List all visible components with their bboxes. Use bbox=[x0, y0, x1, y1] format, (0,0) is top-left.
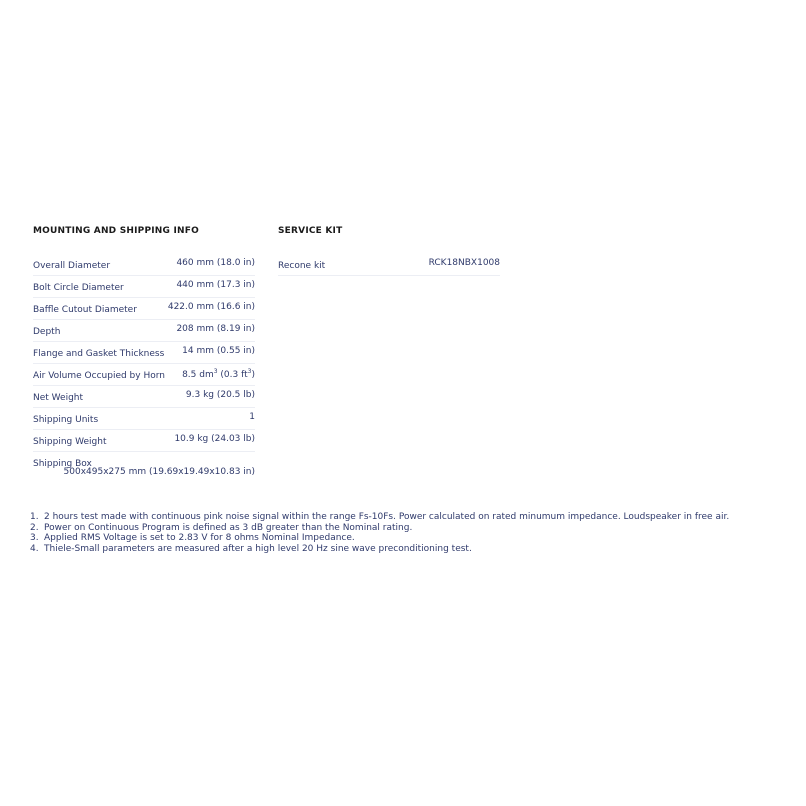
spec-row-baffle-cutout-diameter bbox=[33, 298, 255, 320]
spec-label: Baffle Cutout Diameter bbox=[33, 305, 137, 315]
spec-row-flange-gasket-thickness bbox=[33, 342, 255, 364]
spec-label: Depth bbox=[33, 327, 61, 337]
footnote-item: 3. Applied RMS Voltage is set to 2.83 V for 8 ohms Nominal Impedance. bbox=[30, 533, 355, 543]
footnotes-list bbox=[30, 512, 729, 554]
footnote-item: 1. 2 hours test made with continuous pink noise signal within the range Fs-10Fs. Power calculated on rated minumum impedance. Loudspeaker in free air. bbox=[30, 512, 730, 522]
footnote-item: 2. Power on Continuous Program is defined as 3 dB greater than the Nominal rating. bbox=[30, 522, 413, 533]
spec-label: Shipping Box bbox=[33, 459, 92, 469]
spec-value: 440 mm (17.3 in) bbox=[176, 280, 255, 290]
service-kit-title: SERVICE KIT bbox=[278, 226, 343, 236]
spec-value: 500x495x275 mm (19.69x19.49x10.83 in) bbox=[63, 467, 255, 477]
spec-label: Shipping Units bbox=[33, 415, 99, 425]
spec-label: Bolt Circle Diameter bbox=[33, 283, 124, 293]
kit-row-recone-kit bbox=[278, 254, 500, 276]
spec-value: 10.9 kg (24.03 lb) bbox=[174, 434, 255, 444]
spec-label: Overall Diameter bbox=[33, 261, 111, 271]
kit-value: RCK18NBX1008 bbox=[428, 258, 500, 268]
spec-value: 422.0 mm (16.6 in) bbox=[167, 302, 255, 312]
spec-row-shipping-box bbox=[33, 452, 255, 482]
spec-label: Air Volume Occupied by Horn bbox=[33, 371, 165, 381]
service-kit-table bbox=[278, 254, 500, 276]
spec-row-depth bbox=[33, 320, 255, 342]
spec-value: 8.5 $dm^3$ (0.3 $ft^3$) bbox=[182, 368, 255, 380]
spec-row-air-volume-horn bbox=[33, 364, 255, 386]
spec-row-overall-diameter bbox=[33, 254, 255, 276]
spec-label: Shipping Weight bbox=[33, 437, 107, 447]
spec-row-bolt-circle-diameter bbox=[33, 276, 255, 298]
spec-row-shipping-weight bbox=[33, 430, 255, 452]
spec-value: 208 mm (8.19 in) bbox=[176, 324, 255, 334]
footnote-item: 4. Thiele-Small parameters are measured after a high level 20 Hz sine wave preconditioning test. bbox=[30, 543, 472, 554]
spec-row-shipping-units bbox=[33, 408, 255, 430]
spec-value: 14 mm (0.55 in) bbox=[182, 346, 255, 356]
spec-row-net-weight bbox=[33, 386, 255, 408]
spec-value: 9.3 kg (20.5 lb) bbox=[185, 390, 255, 400]
spec-value: 460 mm (18.0 in) bbox=[176, 258, 255, 268]
kit-label: Recone kit bbox=[278, 261, 326, 271]
spec-label: Net Weight bbox=[33, 393, 84, 403]
mounting-shipping-title: MOUNTING AND SHIPPING INFO bbox=[33, 226, 199, 236]
spec-value: 1 bbox=[249, 412, 255, 422]
mounting-shipping-table bbox=[33, 254, 255, 482]
spec-label: Flange and Gasket Thickness bbox=[33, 349, 165, 359]
